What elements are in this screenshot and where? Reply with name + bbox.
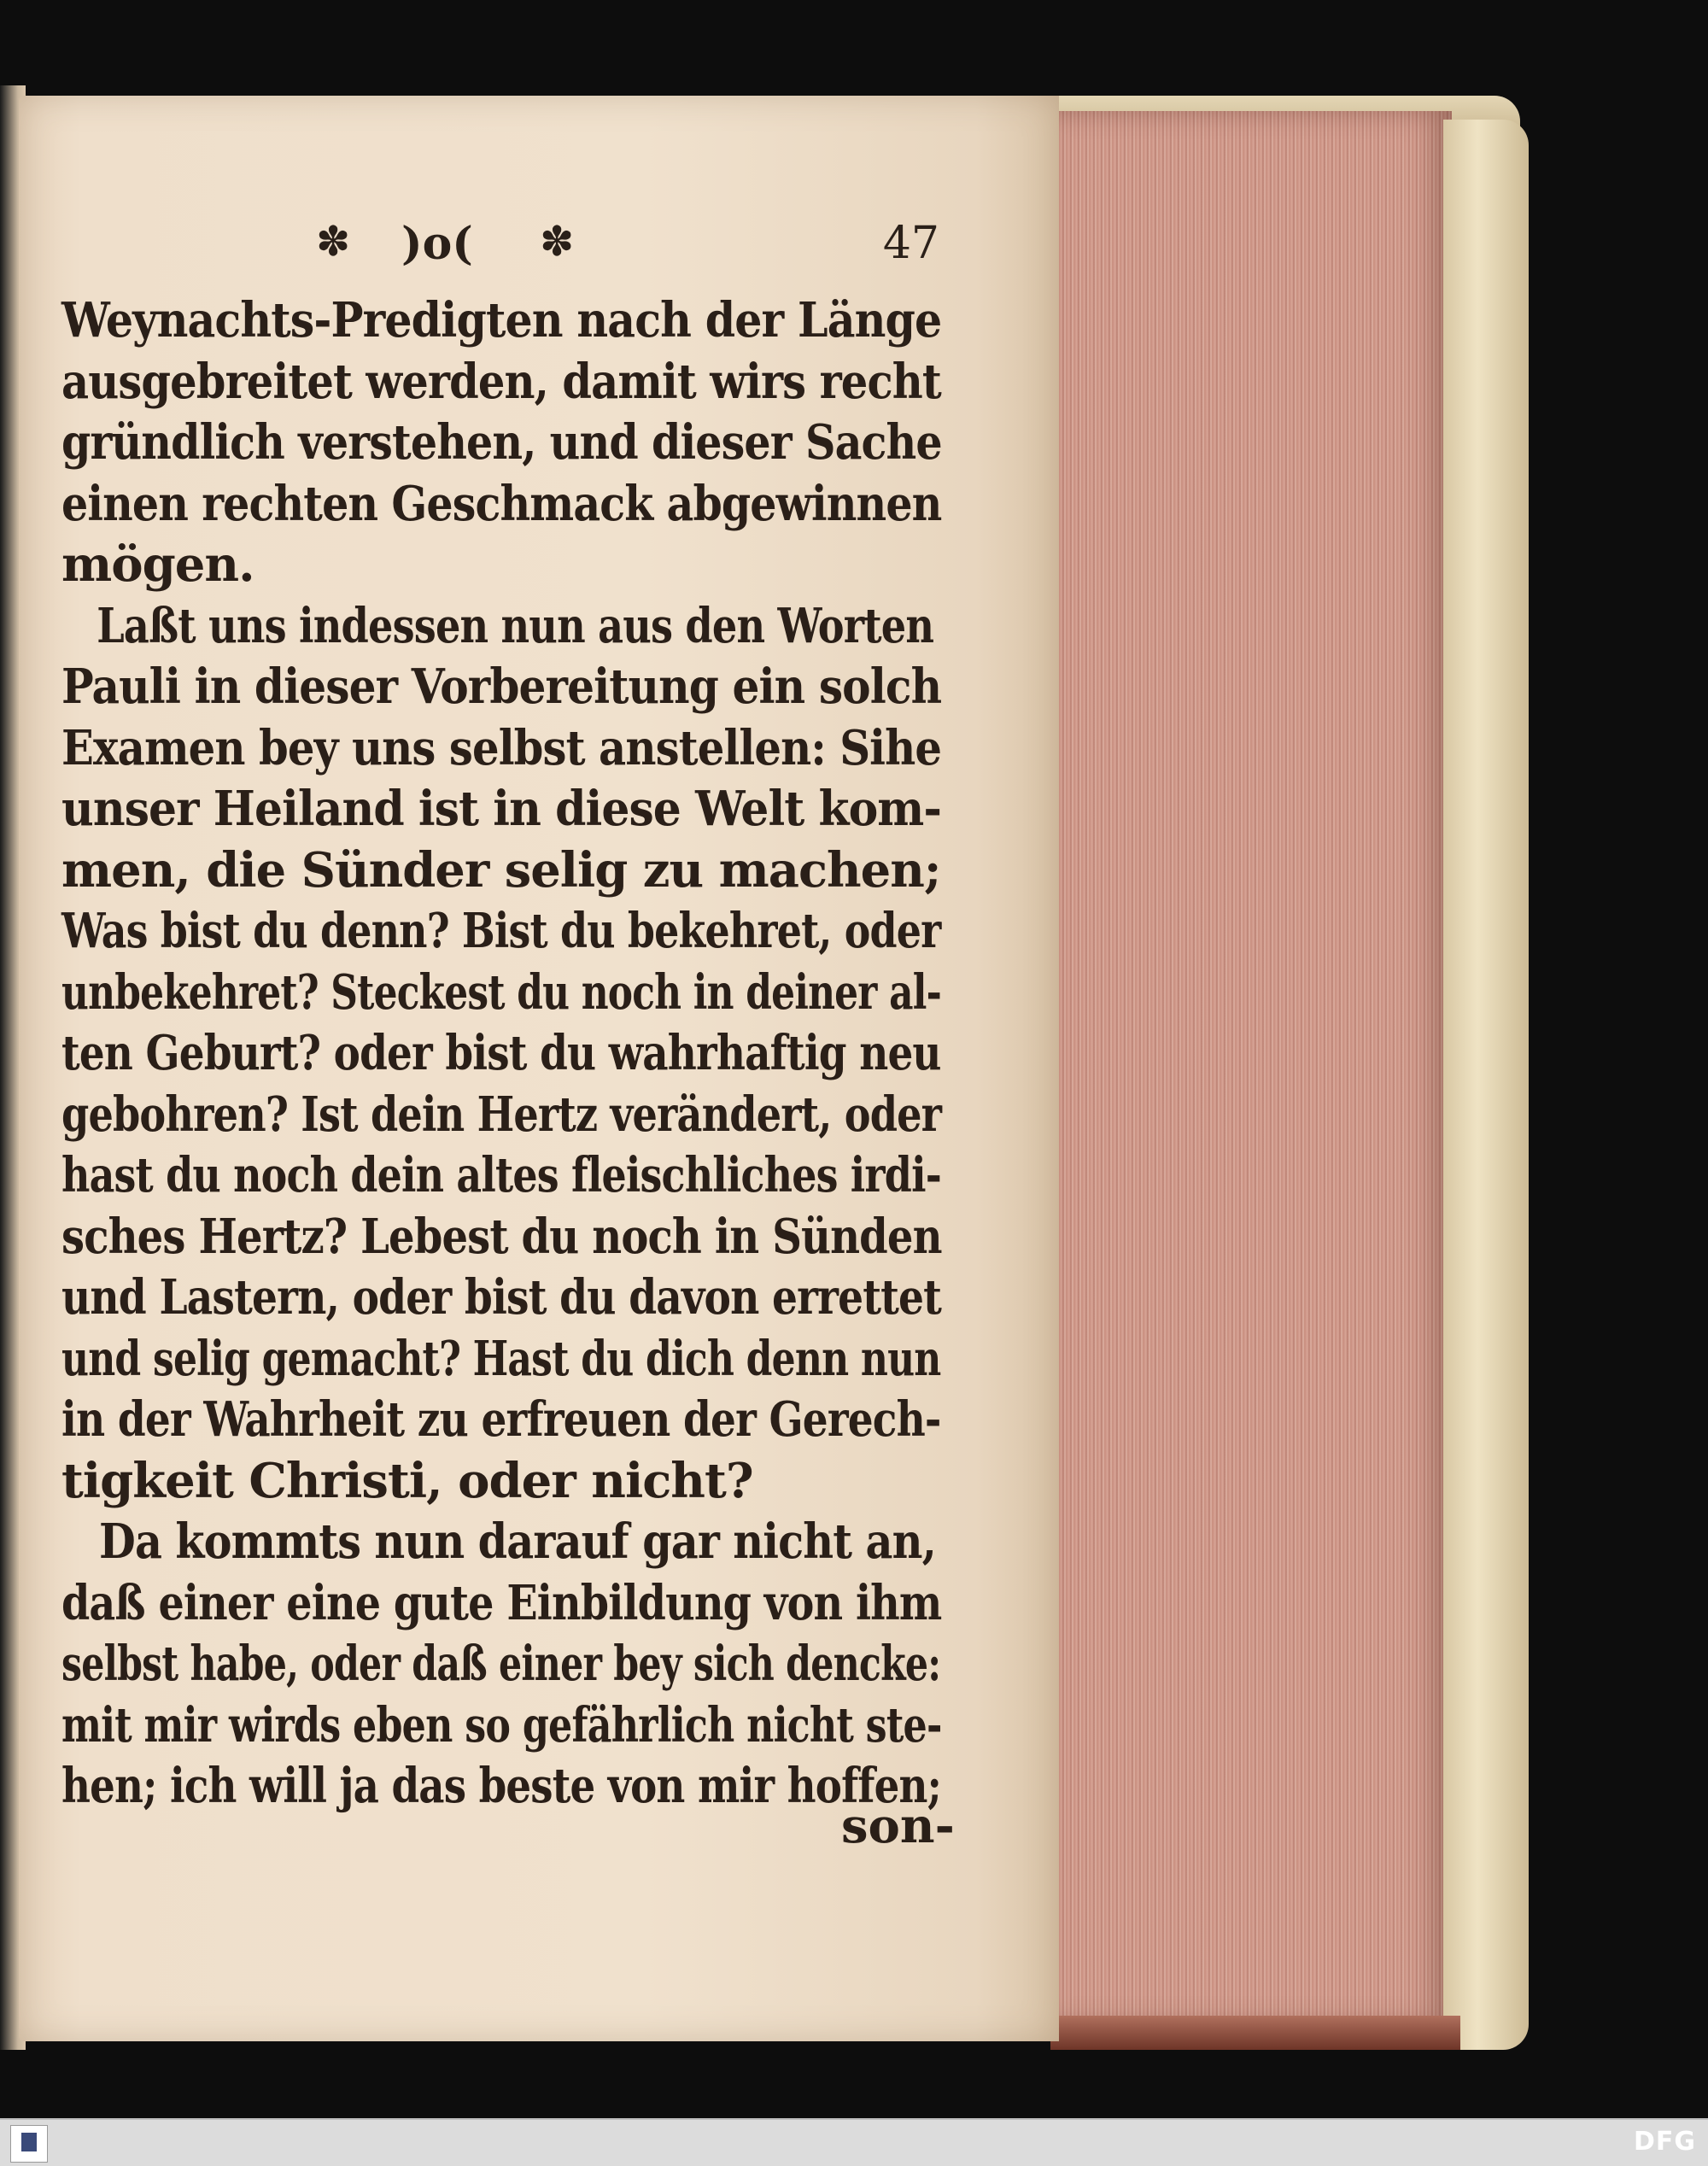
text-line: Weynachts-Predigten nach der Länge (61, 292, 942, 348)
ornament-right-icon: ✽ (540, 218, 575, 266)
running-header (307, 218, 939, 278)
ornament-left-icon: ✽ (316, 218, 351, 266)
text-line: hen; ich will ja das beste von mir hoffen; (61, 1758, 942, 1814)
text-line: hast du noch dein altes fleischliches irdi- (61, 1147, 941, 1203)
text-line: ausgebreitet werden, damit wirs recht (61, 353, 941, 410)
library-logo-icon[interactable] (10, 2125, 48, 2163)
catchword: son- (841, 1798, 955, 1854)
running-head-text: )o( (401, 218, 473, 270)
vellum-cover (1443, 120, 1529, 2050)
cover-bottom-edge (1050, 2016, 1460, 2050)
text-line: Was bist du denn? Bist du bekehret, oder (61, 903, 941, 959)
text-line: einen rechten Geschmack abgewinnen (61, 475, 942, 532)
text-line: Pauli in dieser Vorbereitung ein solch (61, 659, 942, 715)
text-line: und selig gemacht? Hast du dich denn nun (61, 1330, 941, 1387)
text-line: unser Heiland ist in diese Welt kom- (61, 781, 942, 837)
text-line: mit mir wirds eben so gefährlich nicht ste- (61, 1696, 942, 1753)
text-line: unbekehret? Steckest du noch in deiner al- (61, 963, 941, 1021)
text-line: mögen. (61, 536, 254, 593)
viewer-footer (0, 2118, 1708, 2166)
dfg-logo[interactable]: DFG (1633, 2127, 1696, 2157)
page-number: 47 (882, 218, 939, 269)
text-line: Da kommts nun darauf gar nicht an, (99, 1513, 936, 1570)
text-line: und Lastern, oder bist du davon errettet (61, 1269, 942, 1326)
text-line: in der Wahrheit zu erfreuen der Gerech- (61, 1391, 941, 1448)
text-line: gründlich verstehen, und dieser Sache (61, 414, 942, 471)
body-text (61, 290, 941, 1818)
text-line: gebohren? Ist dein Hertz verändert, oder (61, 1086, 942, 1143)
text-line: daß einer eine gute Einbildung von ihm (61, 1574, 942, 1631)
text-line: selbst habe, oder daß einer bey sich dencke: (61, 1636, 941, 1692)
text-line: men, die Sünder selig zu machen; (61, 841, 941, 899)
page-edges (1059, 111, 1452, 2024)
text-line: Examen bey uns selbst anstellen: Sihe (61, 719, 942, 776)
text-line: ten Geburt? oder bist du wahrhaftig neu (61, 1025, 941, 1081)
text-line: tigkeit Christi, oder nicht? (61, 1452, 753, 1509)
text-line: sches Hertz? Lebest du noch in Sünden (61, 1208, 942, 1265)
text-line: Laßt uns indessen nun aus den Worten (97, 597, 934, 654)
